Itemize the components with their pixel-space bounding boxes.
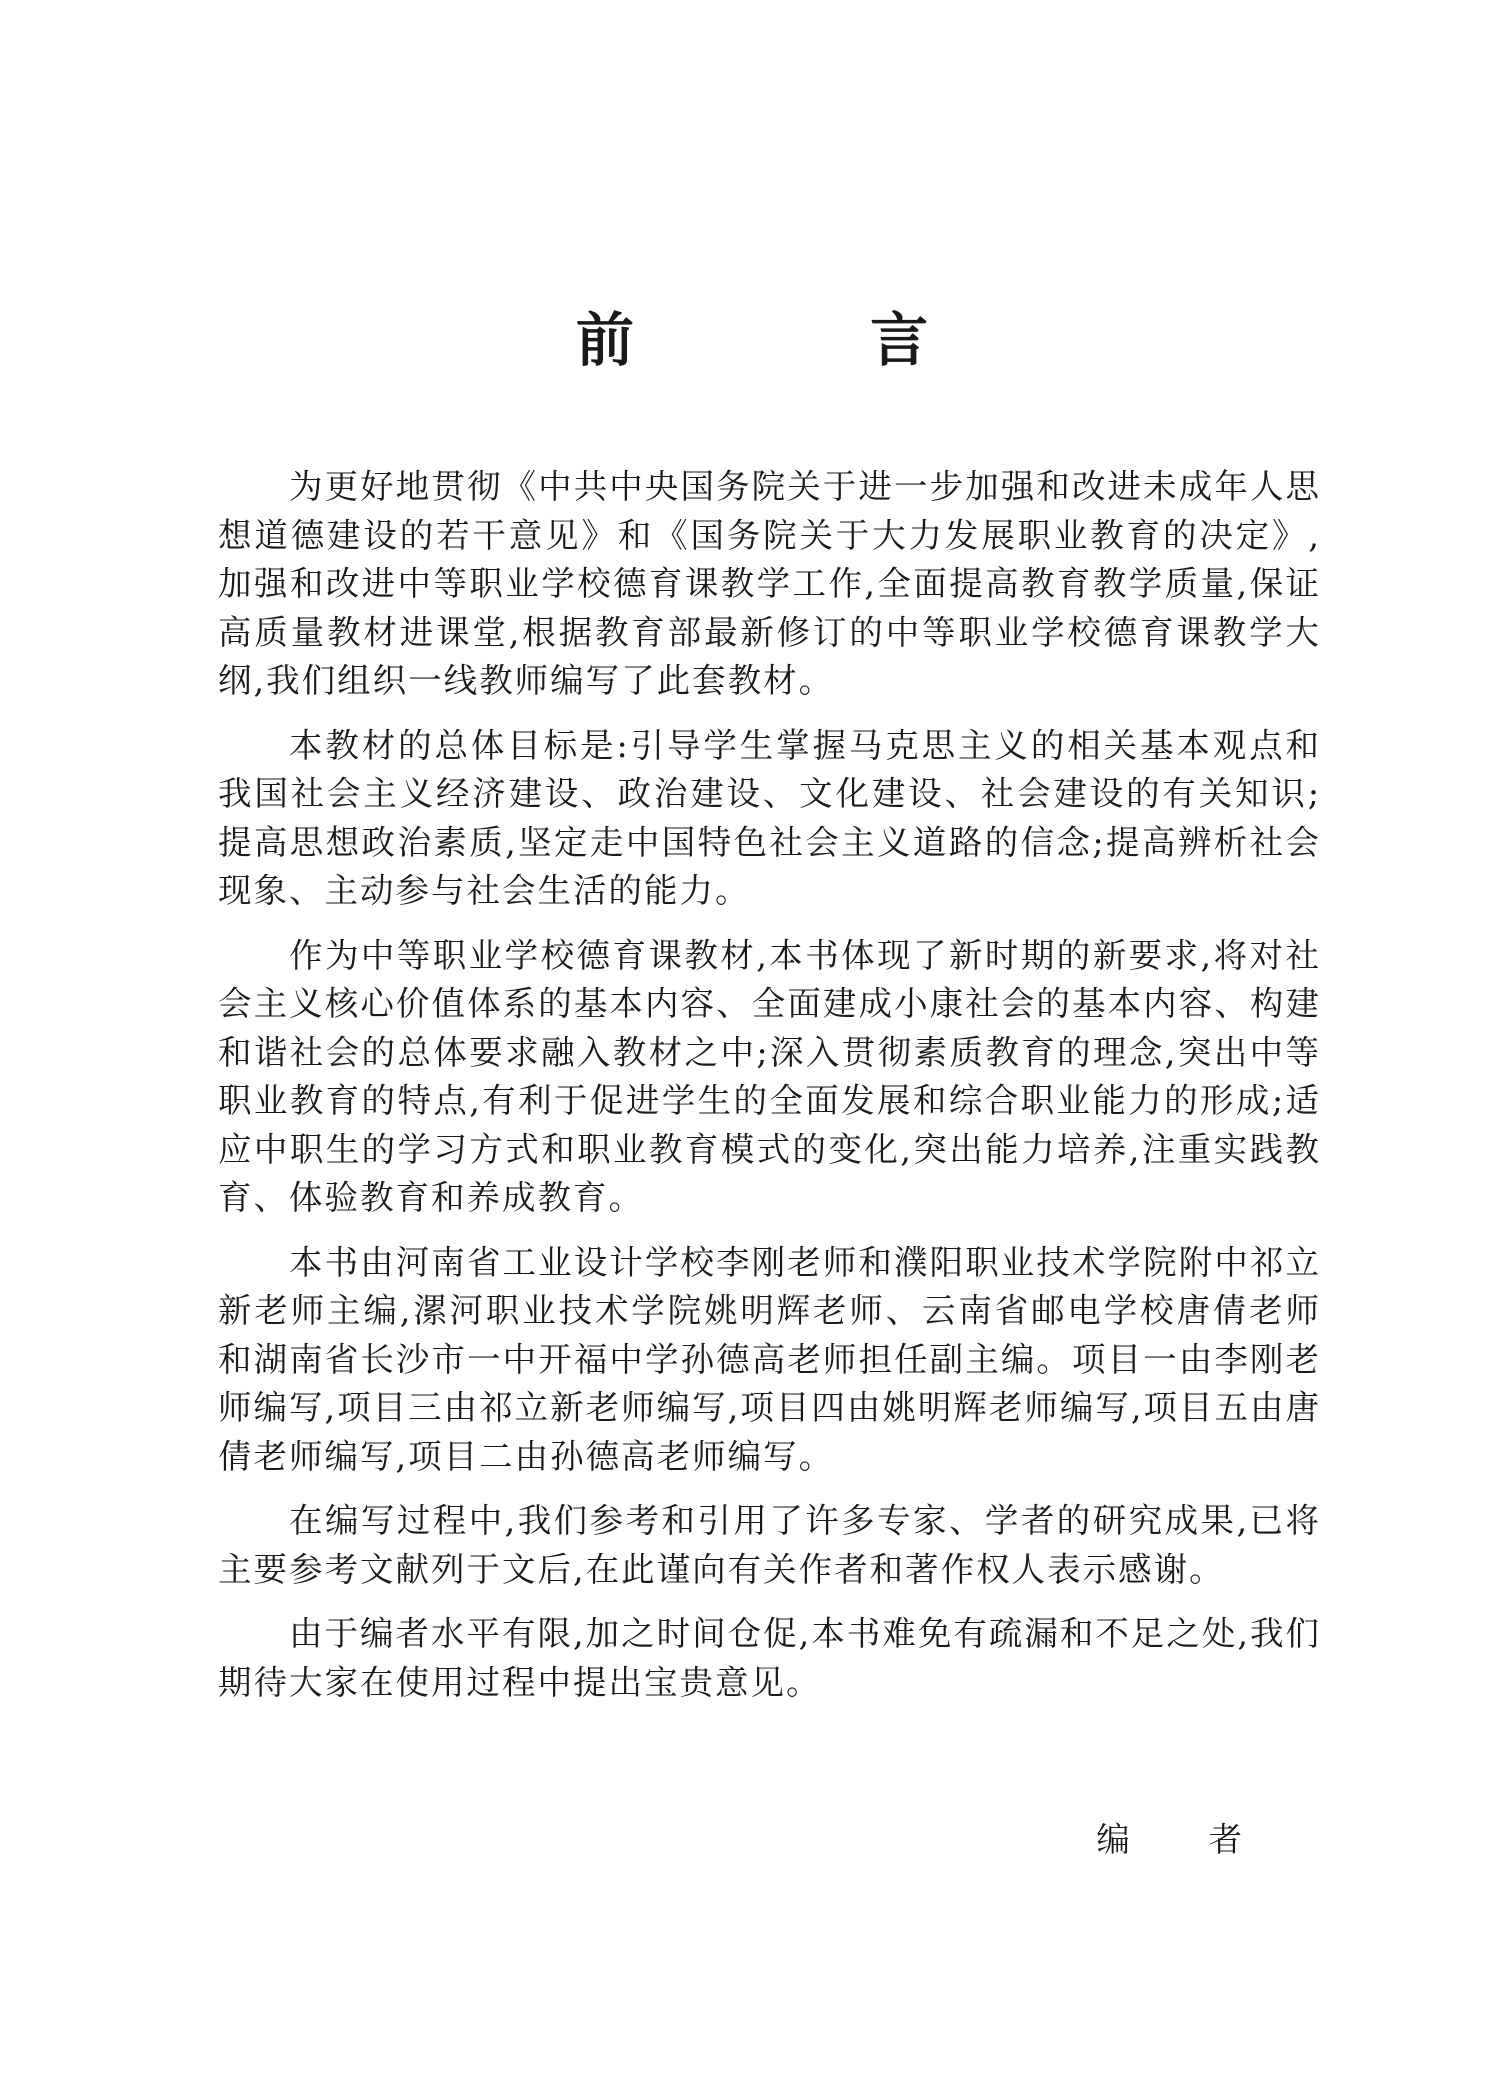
paragraph: 为更好地贯彻《中共中央国务院关于进一步加强和改进未成年人思想道德建设的若干意见》和《国务院关于大力发展职业教育的决定》,加强和改进中等职业学校德育课教学工作,全面提高教育教学质量,保证高质量教材进课堂,根据教育部最新修订的中等职业学校德育课教学大纲,我们组织一线教师编写了此套教材。 <box>218 467 1321 700</box>
paragraph: 本教材的总体目标是:引导学生掌握马克思主义的相关基本观点和我国社会主义经济建设、政治建设、文化建设、社会建设的有关知识;提高思想政治素质,坚定走中国特色社会主义道路的信念;提高辨析社会现象、主动参与社会生活的能力。 <box>218 725 1321 910</box>
paragraph: 由于编者水平有限,加之时间仓促,本书难免有疏漏和不足之处,我们期待大家在使用过程中提出宝贵意见。 <box>218 1614 1321 1702</box>
paragraph: 在编写过程中,我们参考和引用了许多专家、学者的研究成果,已将主要参考文献列于文后,在此谨向有关作者和著作权人表示感谢。 <box>218 1501 1321 1589</box>
paragraph: 作为中等职业学校德育课教材,本书体现了新时期的新要求,将对社会主义核心价值体系的基本内容、全面建成小康社会的基本内容、构建和谐社会的总体要求融入教材之中;深入贯彻素质教育的理念,突出中等职业教育的特点,有利于促进学生的全面发展和综合职业能力的形成;适应中职生的学习方式和职业教育模式的变化,突出能力培养,注重实践教育、体验教育和养成教育。 <box>218 935 1321 1217</box>
author-signature: 编 者 <box>1096 1820 1276 1859</box>
preface-body <box>218 463 1321 1707</box>
page-title: 前 言 <box>575 306 1037 374</box>
paragraph: 本书由河南省工业设计学校李刚老师和濮阳职业技术学院附中祁立新老师主编,漯河职业技术学院姚明辉老师、云南省邮电学校唐倩老师和湖南省长沙市一中开福中学孙德高老师担任副主编。项目一由李刚老师编写,项目三由祁立新老师编写,项目四由姚明辉老师编写,项目五由唐倩老师编写,项目二由孙德高老师编写。 <box>218 1242 1321 1476</box>
